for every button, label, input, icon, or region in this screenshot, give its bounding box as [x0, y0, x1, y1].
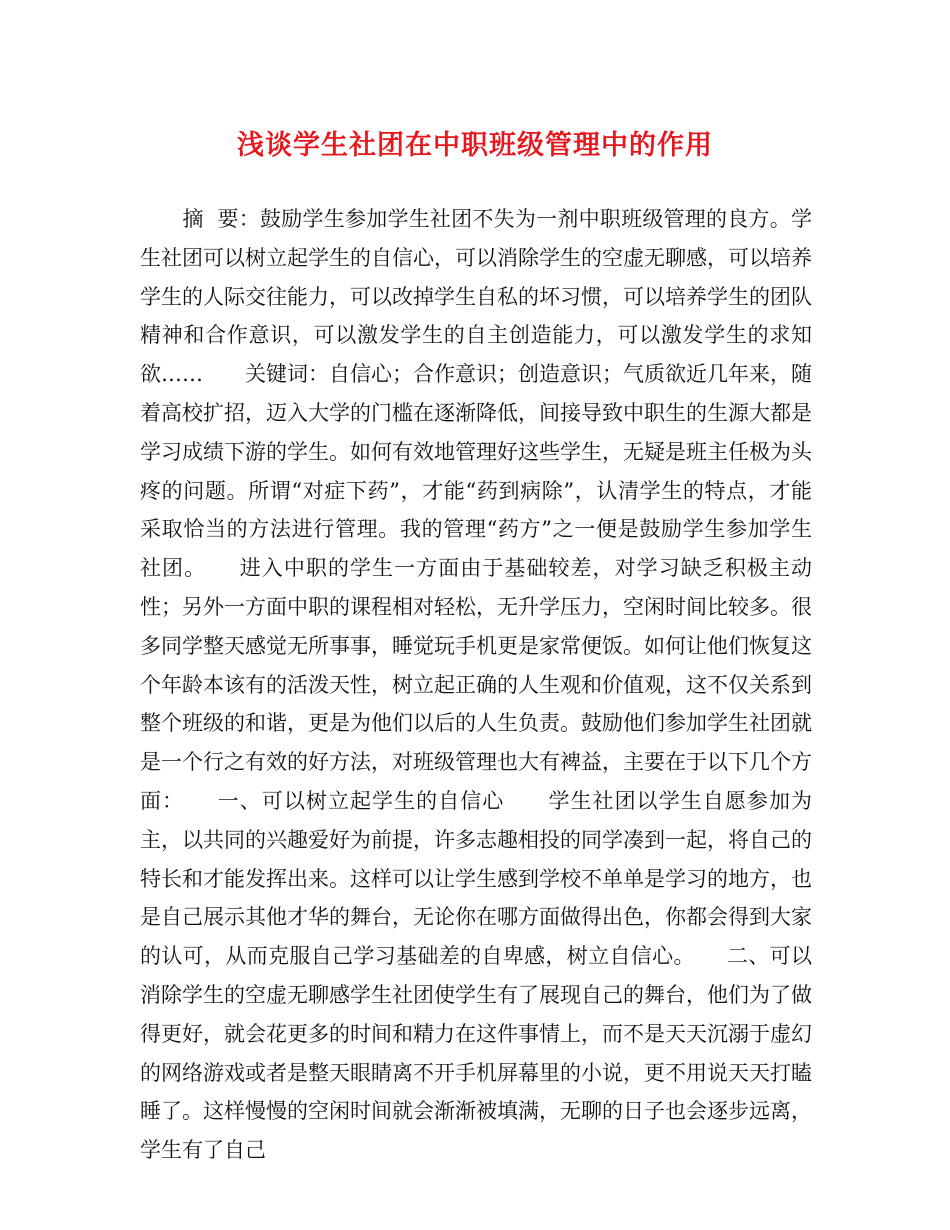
- document-title: 浅谈学生社团在中职班级管理中的作用: [237, 130, 713, 161]
- document-body: 摘 要：鼓励学生参加学生社团不失为一剂中职班级管理的良方。学生社团可以树立起学生的自信心，可以消除学生的空虚无聊感，可以培养学生的人际交往能力，可以改掉学生自私的坏习惯，可以培养学生的团队精神和合作意识，可以激发学生的自主创造能力，可以激发学生的求知欲…… 关键词：自信心；合作意识；创造意识；气质欲近几年来，随着高校扩招，迈入大学的门槛在逐渐降低，间接导致中职生的生源大都是学习成绩下游的学生。如何有效地管理好这些学生，无疑是班主任极为头疼的问题。所谓“对症下药”，才能“药到病除”，认清学生的特点，才能采取恰当的方法进行管理。我的管理“药方”之一便是鼓励学生参加学生社团。 进入中职的学生一方面由于基础较差，对学习缺乏积极主动性；另外一方面中职的课程相对轻松，无升学压力，空闲时间比较多。很多同学整天感觉无所事事，睡觉玩手机更是家常便饭。如何让他们恢复这个年龄本该有的活泼天性，树立起正确的人生观和价值观，这不仅关系到整个班级的和谐，更是为他们以后的人生负责。鼓励他们参加学生社团就是一个行之有效的好方法，对班级管理也大有裨益，主要在于以下几个方面： 一、可以树立起学生的自信心 学生社团以学生自愿参加为主，以共同的兴趣爱好为前提，许多志趣相投的同学凑到一起，将自己的特长和才能发挥出来。这样可以让学生感到学校不单单是学习的地方，也是自己展示其他才华的舞台，无论你在哪方面做得出色，你都会得到大家的认可，从而克服自己学习基础差的自卑感，树立自信心。 二、可以消除学生的空虚无聊感学生社团使学生有了展现自己的舞台，他们为了做得更好，就会花更多的时间和精力在这件事情上，而不是天天沉溺于虚幻的网络游戏或者是整天眼睛离不开手机屏幕里的小说，更不用说天天打瞌睡了。这样慢慢的空闲时间就会渐渐被填满，无聊的日子也会逐步远离，学生有了自己: [140, 207, 812, 1163]
